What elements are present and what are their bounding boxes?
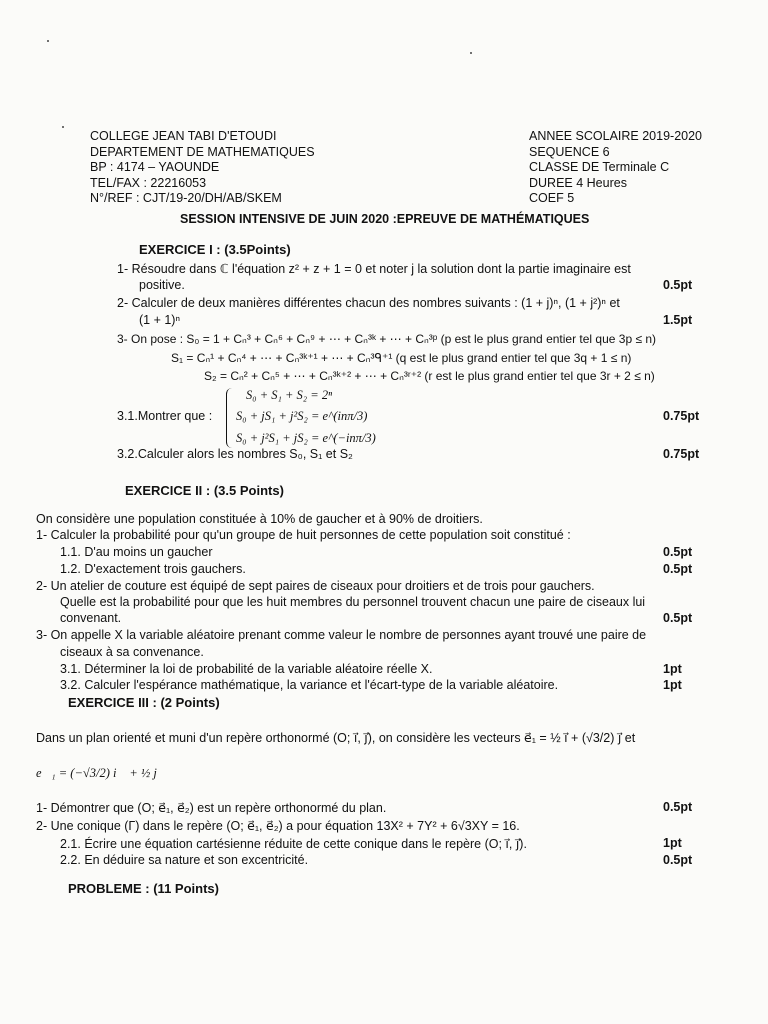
system-brace bbox=[226, 388, 235, 448]
ex2-question-3-cont: ciseaux à sa convenance. bbox=[60, 645, 204, 659]
ex2-question-1-2: 1.2. D'exactement trois gauchers. bbox=[60, 562, 246, 576]
ex2-intro: On considère une population constituée à 10% de gaucher et à 90% de droitiers. bbox=[36, 512, 483, 526]
class-name: CLASSE DE Terminale C bbox=[529, 160, 670, 174]
school-name: COLLEGE JEAN TABI D'ETOUDI bbox=[90, 129, 277, 143]
sequence: SEQUENCE 6 bbox=[529, 144, 610, 159]
ex2-q12-points: 0.5pt bbox=[663, 562, 693, 576]
session-title: SESSION INTENSIVE DE JUIN 2020 :EPREUVE DE MATHÉMATIQUES bbox=[180, 212, 590, 226]
ex1-question-1-cont: positive. bbox=[139, 278, 185, 292]
school-header bbox=[90, 129, 315, 207]
exercise-2-title: EXERCICE II : (3.5 Points) bbox=[125, 483, 284, 498]
ex1-sum-s1: S₁ = Cₙ¹ + Cₙ⁴ + ⋯ + Cₙ³ᵏ⁺¹ + ⋯ + Cₙ³ᑫ⁺¹ (q est le plus grand entier tel que 3q + 1 ≤ n) bbox=[171, 351, 632, 365]
ex2-question-2-cont: Quelle est la probabilité pour que les huit membres du personnel trouvent chacun une paire de ciseaux lui bbox=[60, 595, 646, 609]
problem-title: PROBLEME : (11 Points) bbox=[68, 881, 219, 896]
ex2-q31-points: 1pt bbox=[663, 662, 682, 676]
school-year: ANNEE SCOLAIRE 2019-2020 bbox=[529, 129, 703, 143]
scan-speck bbox=[62, 126, 64, 128]
ex1-question-1: 1- Résoudre dans ℂ l'équation z² + z + 1 = 0 et noter j la solution dont la partie imaginaire est bbox=[117, 262, 631, 276]
ex1-sum-s0: 3- On pose : S₀ = 1 + Cₙ³ + Cₙ⁶ + Cₙ⁹ + ⋯ + Cₙ³ᵏ + ⋯ + Cₙ³ᵖ (p est le plus grand entier tel que 3p ≤ n) bbox=[117, 332, 657, 346]
scan-speck bbox=[470, 52, 472, 54]
ex2-q2-points: 0.5pt bbox=[663, 611, 693, 625]
reference: N°/REF : CJT/19-20/DH/AB/SKEM bbox=[90, 191, 282, 205]
ex1-q31-points: 0.75pt bbox=[663, 409, 700, 423]
exercise-1-title: EXERCICE I : (3.5Points) bbox=[139, 242, 291, 257]
ex3-question-2-1: 2.1. Écrire une équation cartésienne réduite de cette conique dans le repère (O; i⃗, j⃗). bbox=[60, 837, 527, 851]
system-equation-2: S₀ + jS₁ + j²S₂ = e^(inπ/3) bbox=[236, 409, 368, 423]
ex2-question-3: 3- On appelle X la variable aléatoire prenant comme valeur le nombre de personnes ayant trouvé une paire de bbox=[36, 628, 647, 642]
ex1-q32-points: 0.75pt bbox=[663, 447, 700, 461]
exercise-3-title: EXERCICE III : (2 Points) bbox=[68, 695, 220, 710]
ex3-question-2: 2- Une conique (Γ) dans le repère (O; e⃗₁, e⃗₂) a pour équation 13X² + 7Y² + 6√3XY = 16. bbox=[36, 819, 520, 833]
exam-info bbox=[529, 129, 702, 207]
ex2-question-3-2: 3.2. Calculer l'espérance mathématique, la variance et l'écart-type de la variable aléatoire. bbox=[60, 678, 559, 692]
postal-box: BP : 4174 – YAOUNDE bbox=[90, 160, 220, 174]
ex3-intro: Dans un plan orienté et muni d'un repère orthonormé (O; i⃗, j⃗), on considère les vecteurs e⃗₁ = ½ i⃗ + (√3/2) j⃗ et bbox=[36, 731, 636, 745]
ex2-question-2-end: convenant. bbox=[60, 611, 122, 625]
ex1-question-2-cont: (1 + 1)ⁿ bbox=[139, 313, 181, 327]
ex2-question-2: 2- Un atelier de couture est équipé de sept paires de ciseaux pour droitiers et de trois pour gauchers. bbox=[36, 579, 595, 593]
scan-speck bbox=[47, 40, 49, 42]
ex2-question-1: 1- Calculer la probabilité pour qu'un groupe de huit personnes de cette population soit constitué : bbox=[36, 528, 571, 542]
ex3-question-1: 1- Démontrer que (O; e⃗₁, e⃗₂) est un repère orthonormé du plan. bbox=[36, 801, 387, 815]
ex2-q11-points: 0.5pt bbox=[663, 545, 693, 559]
ex1-sum-s2: S₂ = Cₙ² + Cₙ⁵ + ⋯ + Cₙ³ᵏ⁺² + ⋯ + Cₙ³ʳ⁺² (r est le plus grand entier tel que 3r + 2 ≤ n) bbox=[204, 369, 655, 383]
ex1-q1-points: 0.5pt bbox=[663, 278, 693, 292]
duration: DUREE 4 Heures bbox=[529, 175, 627, 190]
ex3-q21-points: 1pt bbox=[663, 836, 682, 850]
department-name: DEPARTEMENT DE MATHEMATIQUES bbox=[90, 144, 315, 159]
ex2-q32-points: 1pt bbox=[663, 678, 682, 692]
ex1-question-3-1: 3.1.Montrer que : bbox=[117, 409, 213, 423]
ex3-vector-e2: e⃗₁ = (−√3/2) i⃗ + ½ j⃗ bbox=[36, 766, 167, 780]
ex2-question-3-1: 3.1. Déterminer la loi de probabilité de la variable aléatoire réelle X. bbox=[60, 662, 433, 676]
ex1-q2-points: 1.5pt bbox=[663, 313, 693, 327]
ex3-q22-points: 0.5pt bbox=[663, 853, 693, 867]
phone-fax: TEL/FAX : 22216053 bbox=[90, 175, 207, 190]
ex2-question-1-1: 1.1. D'au moins un gaucher bbox=[60, 545, 213, 559]
ex3-question-2-2: 2.2. En déduire sa nature et son excentricité. bbox=[60, 853, 309, 867]
ex1-question-3-2: 3.2.Calculer alors les nombres S₀, S₁ et S₂ bbox=[117, 447, 353, 461]
ex3-q1-points: 0.5pt bbox=[663, 800, 693, 814]
system-equation-3: S₀ + j²S₁ + jS₂ = e^(−inπ/3) bbox=[236, 431, 376, 445]
system-equation-1: S₀ + S₁ + S₂ = 2ⁿ bbox=[246, 388, 333, 402]
coefficient: COEF 5 bbox=[529, 191, 575, 205]
ex1-question-2: 2- Calculer de deux manières différentes chacun des nombres suivants : (1 + j)ⁿ, (1 + j²)ⁿ et bbox=[117, 296, 620, 310]
